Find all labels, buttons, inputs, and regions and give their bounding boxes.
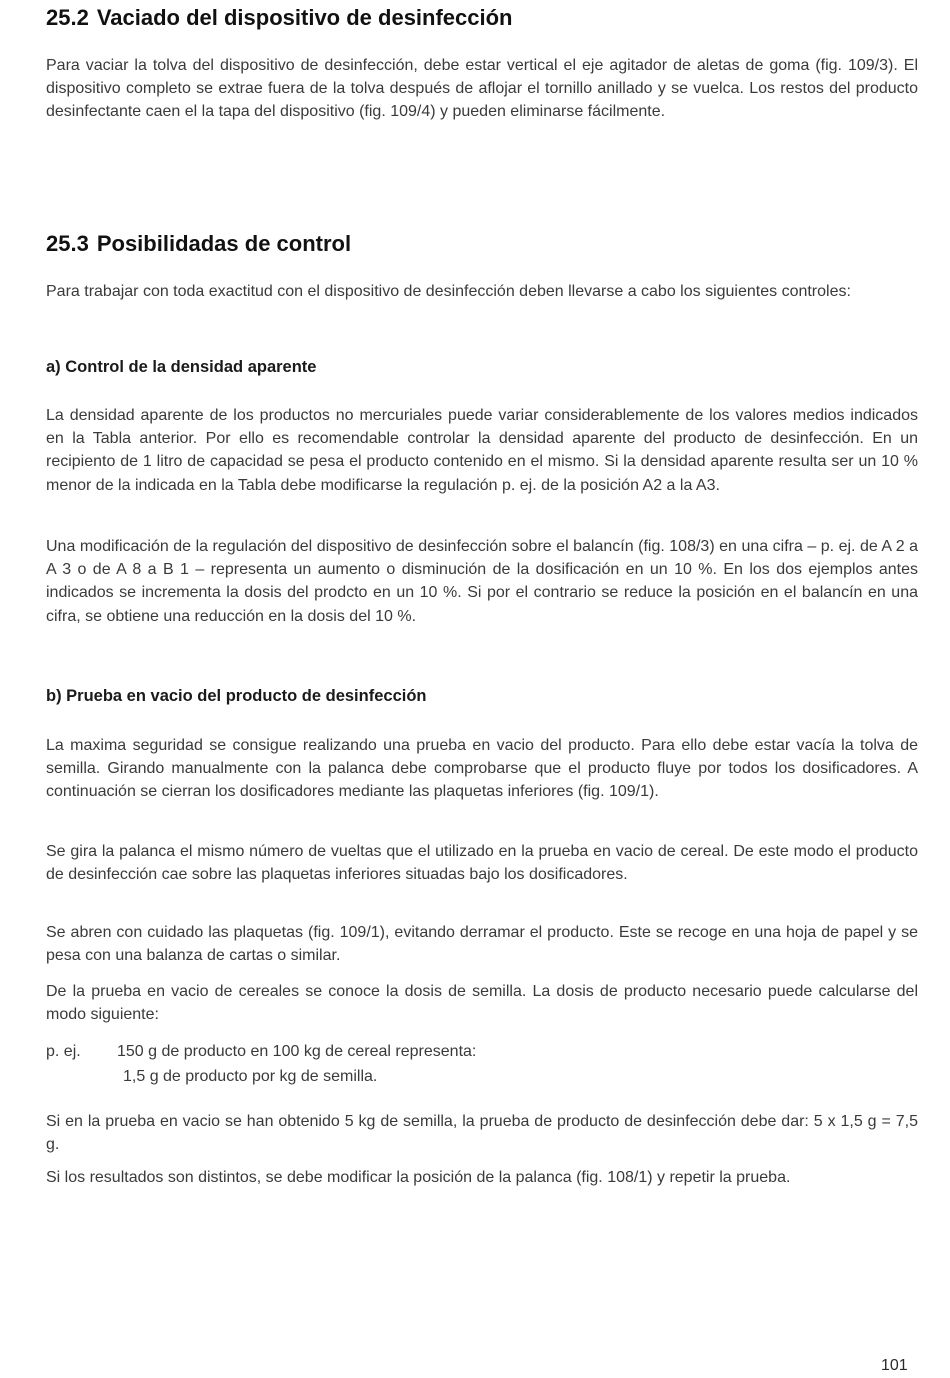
paragraph: La densidad aparente de los productos no mercuriales puede variar considerablemente de los valores medios indicados en la Tabla anterior. Por ello es recomendable controlar la densidad aparente del producto de desinfección. En un recipiento de 1 litro de capacidad se pesa el producto contenido en el mismo. Si la densidad aparente resulta ser un 10 % menor de la indicada en la Tabla debe modificarse la regulación p. ej. de la posición A2 a la A3. xyxy=(46,407,918,494)
example-label: p. ej. xyxy=(46,1043,81,1060)
example-line: 1,5 g de producto por kg de semilla. xyxy=(123,1068,378,1085)
subsection-heading-b: b) Prueba en vacio del producto de desinfección xyxy=(46,687,427,705)
subsection-heading-a: a) Control de la densidad aparente xyxy=(46,358,317,376)
example-line: 150 g de producto en 100 kg de cereal representa: xyxy=(117,1043,477,1060)
section-title: Vaciado del dispositivo de desinfección xyxy=(96,5,513,30)
paragraph: Para vaciar la tolva del dispositivo de desinfección, debe estar vertical el eje agitador de aletas de goma (fig. 109/3). El dispositivo completo se extrae fuera de la tolva después de aflojar el tornillo anillado y se vuelca. Los restos del producto desinfectante caen el la tapa del dispositivo (fig. 109/4) y pueden eliminarse fácilmente. xyxy=(46,57,918,121)
paragraph: De la prueba en vacio de cereales se conoce la dosis de semilla. La dosis de producto necesario puede calcularse del modo siguiente: xyxy=(46,983,918,1024)
paragraph: Se abren con cuidado las plaquetas (fig. 109/1), evitando derramar el producto. Este se recoge en una hoja de papel y se pesa con una balanza de cartas o similar. xyxy=(46,924,918,965)
section-number: 25.2 xyxy=(46,5,89,30)
paragraph: Se gira la palanca el mismo número de vueltas que el utilizado en la prueba en vacio de cereal. De este modo el producto de desinfección cae sobre las plaquetas inferiores situadas bajo los dosificadores. xyxy=(46,843,918,884)
section-number: 25.3 xyxy=(46,231,89,256)
paragraph: Una modificación de la regulación del dispositivo de desinfección sobre el balancín (fig. 108/3) en una cifra – p. ej. de A 2 a A 3 o de A 8 a B 1 – representa un aumento o disminución de la dosificación en un 10 %. En los dos ejemplos antes indicados se incrementa la dosis del prodcto en un 10 %. Si por el contrario se reduce la posición en el balancín en una cifra, se obtiene una reducción en la dosis del 10 %. xyxy=(46,538,918,625)
paragraph: Para trabajar con toda exactitud con el dispositivo de desinfección deben llevarse a cabo los siguientes controles: xyxy=(46,283,851,300)
paragraph: Si en la prueba en vacio se han obtenido 5 kg de semilla, la prueba de producto de desinfección debe dar: 5 x 1,5 g = 7,5 g. xyxy=(46,1113,918,1154)
page-number: 101 xyxy=(881,1357,908,1374)
paragraph: La maxima seguridad se consigue realizando una prueba en vacio del producto. Para ello debe estar vacía la tolva de semilla. Girando manualmente con la palanca debe comprobarse que el producto fluye por todos los dosificadores. A continuación se cierran los dosificadores mediante las plaquetas inferiores (fig. 109/1). xyxy=(46,737,918,801)
section-title: Posibilidadas de control xyxy=(96,231,352,256)
paragraph: Si los resultados son distintos, se debe modificar la posición de la palanca (fig. 108/1) y repetir la prueba. xyxy=(46,1169,791,1186)
section-heading-25-3 xyxy=(46,231,351,257)
section-heading-25-2 xyxy=(46,5,513,31)
